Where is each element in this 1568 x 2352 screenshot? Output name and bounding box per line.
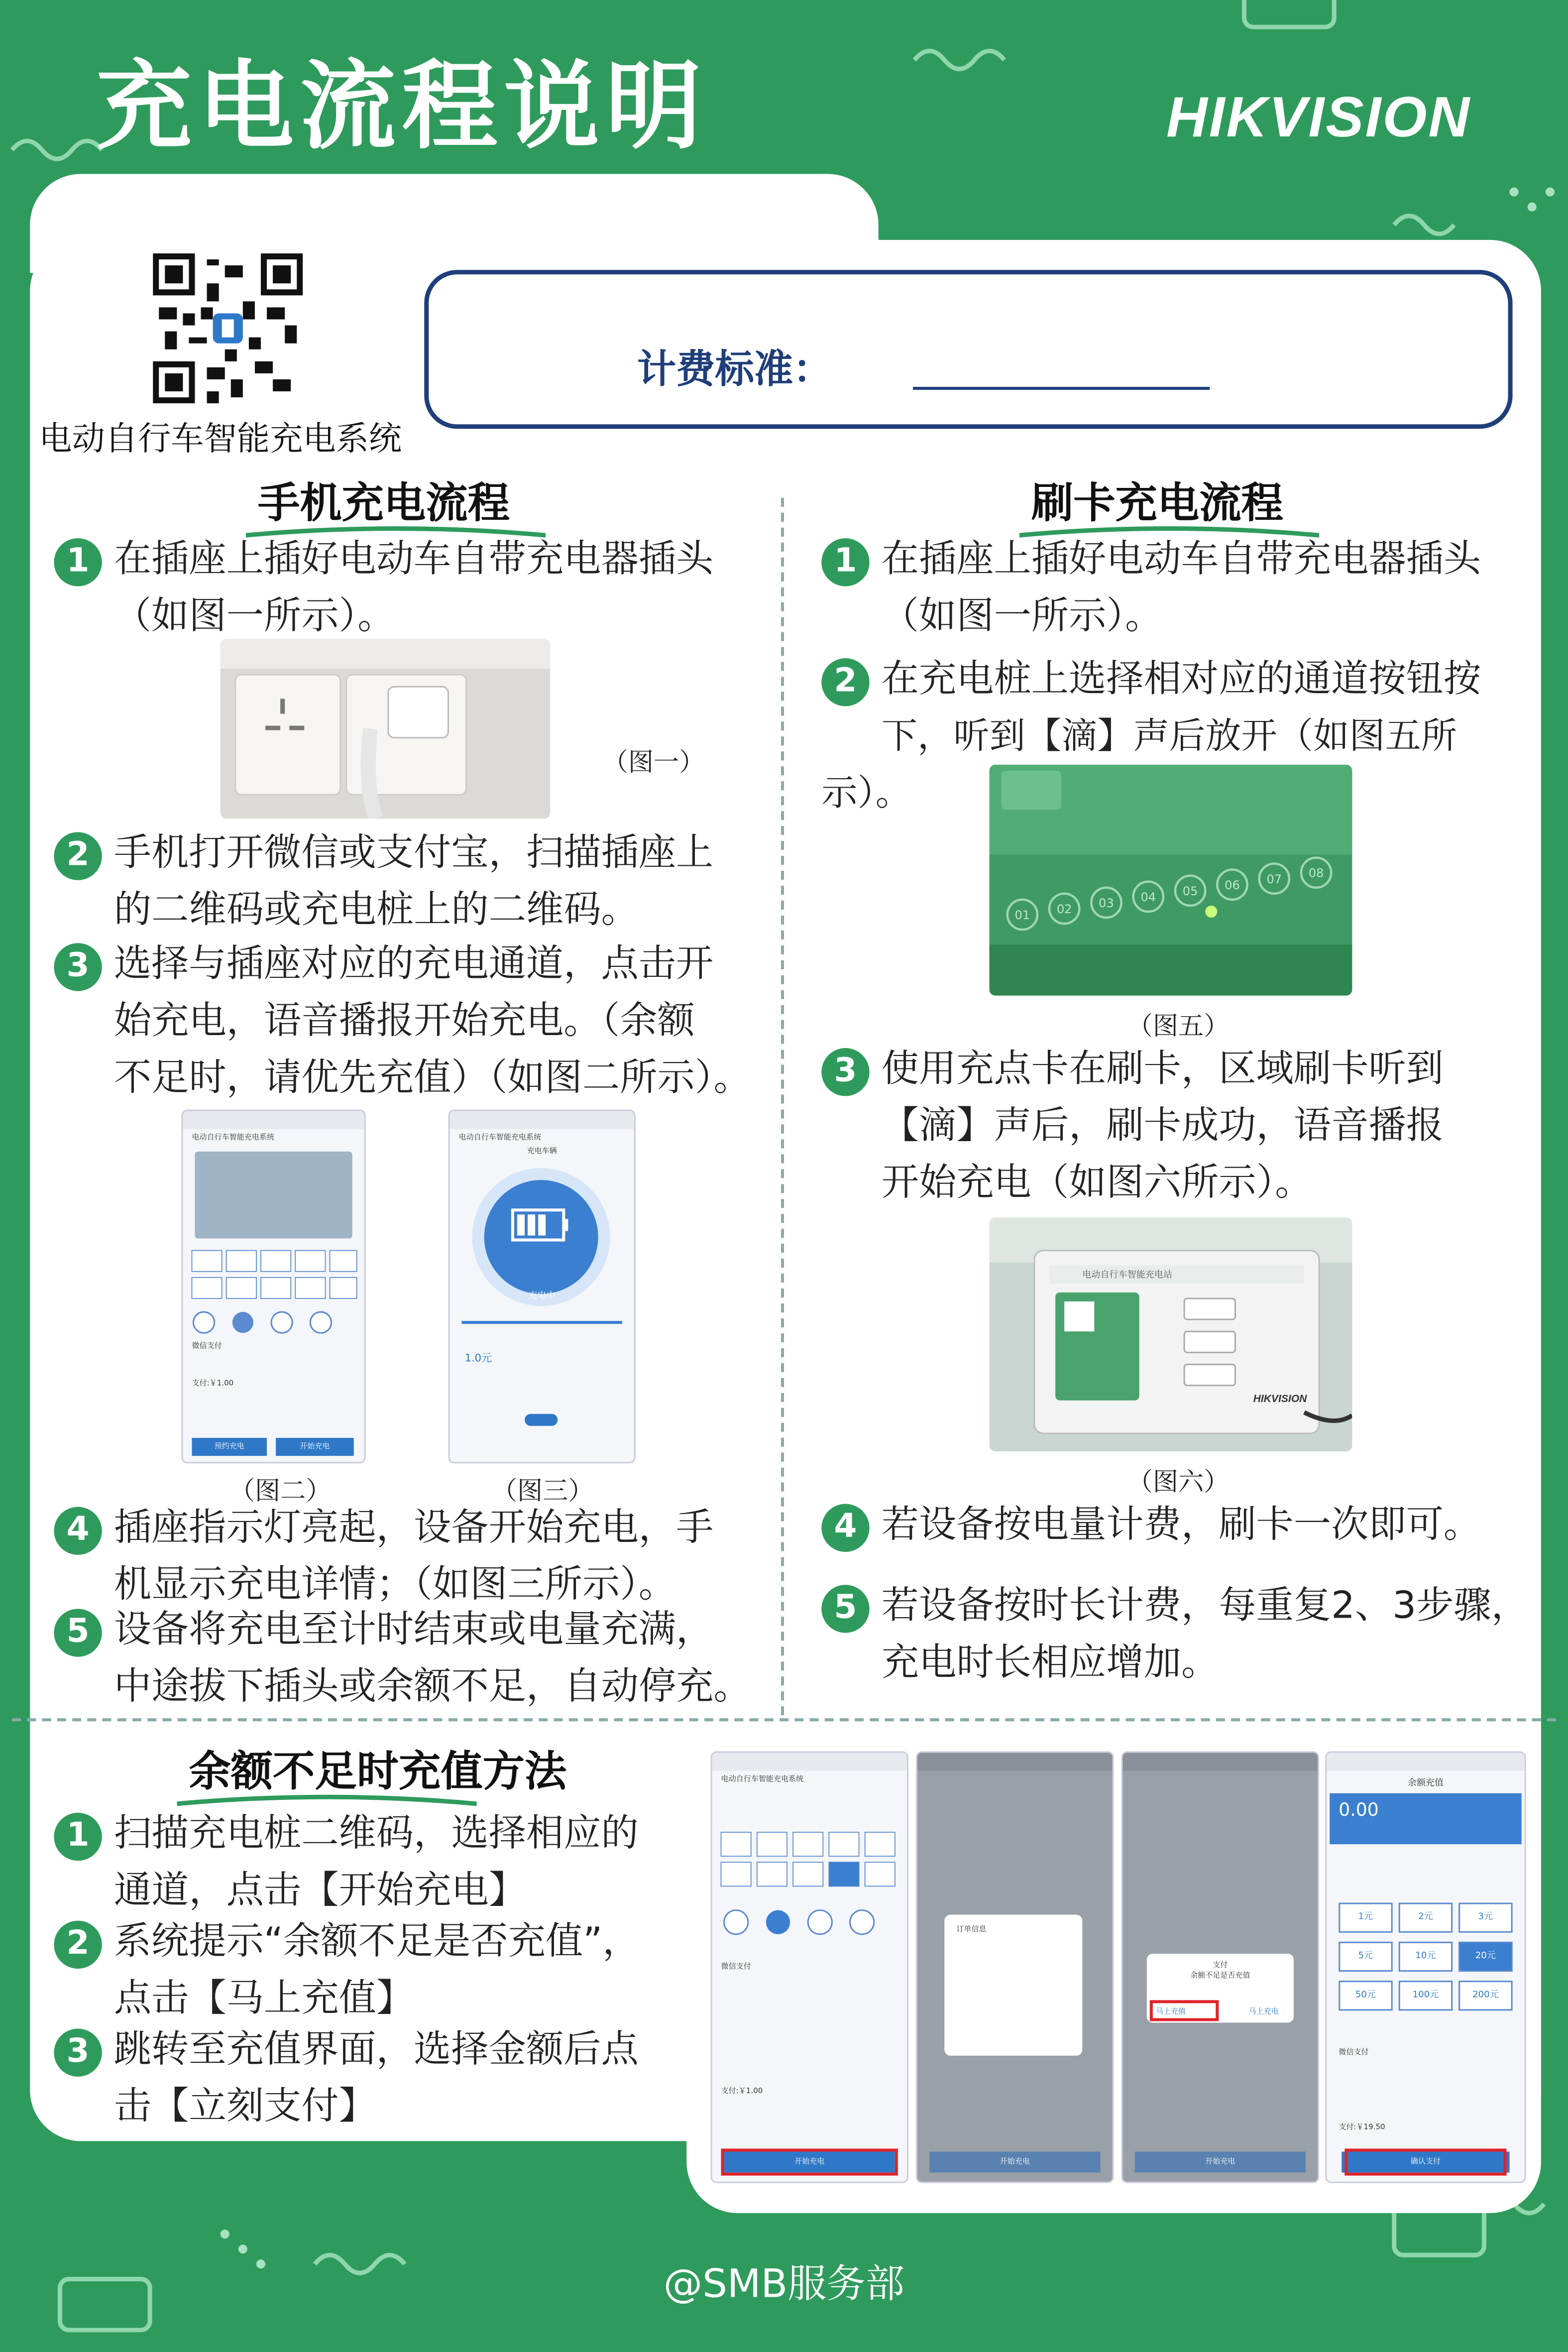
card-step-1: 1 在插座上插好电动车自带充电器插头 （如图一所示）。: [821, 531, 1541, 645]
step-number: 4: [821, 1504, 869, 1552]
step-number: 3: [54, 943, 102, 991]
channel-label: 03: [1099, 896, 1114, 910]
step-number: 5: [821, 1585, 869, 1633]
fee-label: 计费标准：: [637, 348, 832, 393]
step-number: 3: [821, 1048, 869, 1096]
caption-fig3: （图三）: [491, 1477, 594, 1507]
amount-option: 10元: [1399, 1942, 1453, 1972]
recharge-step-2: 2 系统提示“余额不足是否充值”， 点击【马上充值】: [54, 1913, 698, 2027]
charging-station-photo: 电动自行车智能充电站 HIKVISION: [990, 1217, 1352, 1451]
brand-logo: HIKVISION: [1166, 87, 1471, 150]
qr-code: [153, 253, 303, 403]
amount-option: 2元: [1399, 1903, 1453, 1933]
channel-label: 08: [1308, 866, 1324, 880]
recharge-screen-select: 电动自行车智能充电系统 微信支付 支付:￥1.00 开始充电: [710, 1751, 908, 2183]
step-number: 2: [821, 658, 869, 706]
footer: @SMB服务部: [663, 2262, 905, 2308]
recharge-step-1: 1 扫描充电桩二维码，选择相应的 通道，点击【开始充电】: [54, 1805, 698, 1919]
caption-fig6: （图六）: [1127, 1468, 1230, 1498]
card-step-3: 3 使用充点卡在刷卡，区域刷卡听到 【滴】声后，刷卡成功，语音播报 开始充电（如图六所示）。: [821, 1041, 1541, 1211]
recharge-step-3: 3 跳转至充值界面，选择金额后点 击【立刻支付】: [54, 2021, 698, 2135]
channel-label: 06: [1225, 878, 1240, 892]
amount-option: 20元: [1458, 1942, 1512, 1972]
channel-label: 07: [1266, 872, 1282, 886]
recharge-screen-dialog: 支付 余额不足是否充值 马上充值 马上充电 开始充电: [1121, 1751, 1320, 2183]
recharge-screen-topup: 余额充值 0.00 1元 2元 3元 5元 10元 20元 50元 100元 200元 微信支付 支付:￥19.50 确认支付: [1325, 1751, 1526, 2183]
phone-step-2: 2 手机打开微信或支付宝，扫描插座上 的二维码或充电桩上的二维码。: [54, 824, 774, 939]
phone-step-4: 4 插座指示灯亮起，设备开始充电，手 机显示充电详情；（如图三所示）。: [54, 1500, 774, 1614]
amount-option: 100元: [1399, 1981, 1453, 2010]
fee-blank-line: [913, 387, 1210, 390]
channel-panel-photo: [990, 765, 1352, 996]
step-number: 1: [54, 1813, 102, 1861]
phone-step-3: 3 选择与插座对应的充电通道，点击开 始充电，语音播报开始充电。（余额 不足时，请优先充值）（如图二所示）。: [54, 936, 783, 1106]
phone-screenshot-fig3: 电动自行车智能充电系统 充电车辆 充电中 1.0元: [448, 1110, 635, 1464]
step-number: 3: [54, 2029, 102, 2077]
fee-box: [424, 270, 1512, 429]
amount-option: 50元: [1339, 1981, 1392, 2010]
channel-label: 05: [1182, 884, 1198, 898]
card-step-2: 2 在充电桩上选择相对应的通道按钮按 下，听到【滴】声后放开（如图五所示）。: [821, 657, 1481, 815]
amount-option: 200元: [1458, 1981, 1512, 2010]
amount-option: 3元: [1458, 1903, 1512, 1933]
amount-option: 5元: [1339, 1942, 1392, 1972]
card-step-5: 5 若设备按时长计费，每重复2、3步骤， 充电时长相应增加。: [821, 1577, 1541, 1691]
card-flow-heading: 刷卡充电流程: [1031, 471, 1283, 531]
caption-fig5: （图五）: [1127, 1012, 1230, 1042]
step-number: 1: [54, 538, 102, 586]
socket-photo: [221, 639, 551, 819]
amount-option: 1元: [1339, 1903, 1392, 1933]
channel-label: 01: [1014, 908, 1030, 923]
phone-screenshot-fig2: 电动自行车智能充电系统 微信支付 支付:￥1.00 预约充电 开始充电: [181, 1110, 365, 1464]
step-number: 5: [54, 1609, 102, 1656]
section-divider: [12, 1718, 1556, 1721]
phone-step-5: 5 设备将充电至计时结束或电量充满， 中途拔下插头或余额不足，自动停充。: [54, 1601, 783, 1715]
channel-label: 04: [1140, 890, 1156, 904]
recharge-heading: 余额不足时充值方法: [189, 1739, 566, 1799]
caption-fig1: （图一）: [602, 748, 705, 778]
step-number: 2: [54, 832, 102, 880]
recharge-screen-order: 订单信息 开始充电: [916, 1751, 1114, 2183]
system-label: 电动自行车智能充电系统: [39, 421, 402, 459]
phone-step-1: 1 在插座上插好电动车自带充电器插头 （如图一所示）。: [54, 531, 774, 645]
indicator-light: [1205, 906, 1217, 918]
step-number: 4: [54, 1507, 102, 1555]
card-step-4: 4 若设备按电量计费，刷卡一次即可。: [821, 1496, 1541, 1553]
page-title: 充电流程说明: [96, 52, 708, 164]
step-number: 2: [54, 1921, 102, 1969]
channel-label: 02: [1056, 902, 1072, 917]
phone-flow-heading: 手机充电流程: [258, 471, 510, 531]
caption-fig2: （图二）: [229, 1477, 332, 1507]
step-number: 1: [821, 538, 869, 586]
